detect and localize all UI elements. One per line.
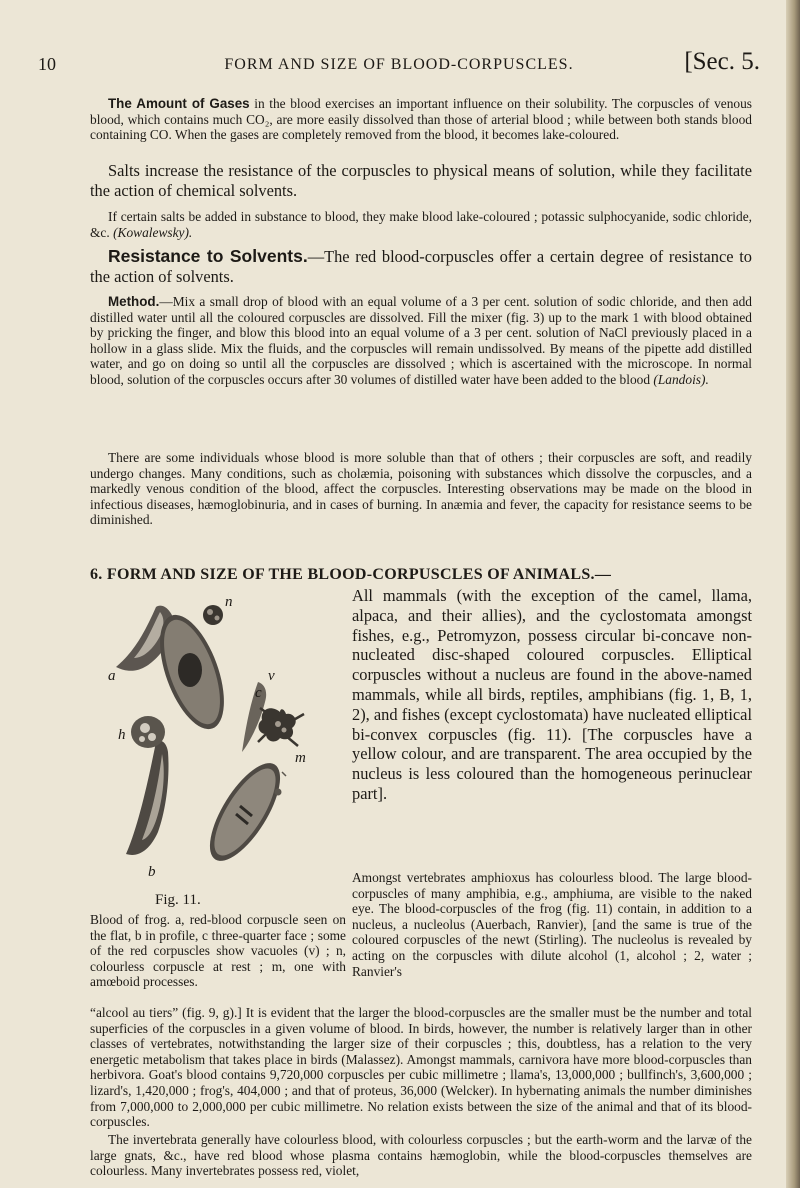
label-h: h bbox=[118, 727, 126, 743]
section-paragraph-1: All mammals (with the exception of the camel, llama, alpaca, and their allies), and the cyclostomata amongst fishes, e.g., Petromyzon, possess circular bi-concave non-nucleated disc-shaped coloured corpuscles. Elliptical corpuscles without a nucleus are found in the above-named mammals, while all birds, reptiles, amphibians (fig. 1, B, 1, 2), and fishes (except cyclostomata) have nucleated elliptical bi-convex corpuscles (fig. 11). [The corpuscles have a yellow colour, and are transparent. The area occupied by the nucleus is less coloured than the homogeneous perinuclear part]. bbox=[352, 586, 752, 803]
resistance-paragraph bbox=[90, 247, 752, 287]
resistance-text: —The red blood-corpuscles offer a certain degree of resistance to the action of solvents. bbox=[90, 247, 752, 286]
continuation-paragraph: “alcool au tiers” (fig. 9, g).] It is evident that the larger the blood-corpuscles are the smaller must be the number and total superficies of the corpuscles in a given volume of blood. In birds, however, the number is relatively larger than in other classes of vertebrates, notwithstanding the larger size of their corpuscles ; this, doubtless, has a relation to the very energetic metabolism that takes place in birds (Malassez). Amongst mammals, carnivora have more blood-corpuscles than herbivora. Goat's blood contains 9,720,000 corpuscles per cubic millimetre ; llama's, 13,000,000 ; bullfinch's, 3,600,000 ; lizard's, 1,420,000 ; frog's, 404,000 ; and that of proteus, 36,000 (Welcker). In hybernating animals the number diminishes from 7,000,000 to 2,000,000 per cubic millimetre. No relation exists between the size of the animal and that of its blood-corpuscles. bbox=[90, 1005, 752, 1130]
method-note: There are some individuals whose blood is more soluble than that of others ; their corpuscles are soft, and readily undergo changes. Many conditions, such as cholæmia, poisoning with substances which dissolve the corpuscles, and a markedly venous condition of the blood, affect the corpuscles. Interesting observations may be made on the blood in infectious diseases, hæmoglobinuria, and in cases of burning. In anæmia and fever, the capacity for resistance seems to be diminished. bbox=[90, 450, 752, 528]
salts-note-text: If certain salts be added in substance to blood, they make blood lake-coloured ; potassic sulphocyanide, sodic chloride, &c. bbox=[90, 209, 752, 240]
corpuscle-c-threequarter bbox=[126, 741, 169, 880]
label-n: n bbox=[225, 594, 233, 610]
corpuscle-large-right bbox=[197, 753, 294, 871]
figure-caption: Blood of frog. a, red-blood corpuscle seen on the flat, b in profile, c three-quarter face ; some of the red corpuscles show vacuoles (v) ; n, colourless corpuscle at rest ; m, one with amœboid processes. bbox=[90, 912, 346, 990]
section-heading: 6. FORM AND SIZE OF THE BLOOD-CORPUSCLES OF ANIMALS.— bbox=[90, 566, 612, 583]
running-title: FORM AND SIZE OF BLOOD-CORPUSCLES. bbox=[224, 56, 574, 73]
label-m: m bbox=[295, 750, 306, 766]
salts-note-cite: (Kowalewsky). bbox=[113, 224, 193, 240]
figure-11 bbox=[90, 592, 345, 892]
section-marker: [Sec. 5. bbox=[684, 48, 760, 75]
invertebrata-paragraph: The invertebrata generally have colourless blood, with colourless corpuscles ; but the earth-worm and the larvæ of the large gnats, &c., have red blood whose plasma contains hæmoglobin, while the blood-corpuscles themselves are colourless. Many invertebrates possess red, violet, bbox=[90, 1132, 752, 1179]
figure-illustration bbox=[90, 592, 345, 892]
label-a: a bbox=[108, 668, 116, 684]
method-lead: Method. bbox=[108, 294, 160, 309]
gases-lead: The Amount of Gases bbox=[108, 96, 250, 111]
section-paragraph-2: Amongst vertebrates amphioxus has colourless blood. The large blood-corpuscles of many amphibia, e.g., amphiuma, are visible to the naked eye. The blood-corpuscles of the frog (fig. 11) contain, in addition to a nucleus, a nucleolus (Auerbach, Ranvier), [and the same is true of the coloured corpuscles of the newt (Stirling). The nucleolus is revealed by acting on the corpuscles with dilute alcohol (1, alcohol ; 2, water ; Ranvier's bbox=[352, 870, 752, 979]
method-text: —Mix a small drop of blood with an equal volume of a 3 per cent. solution of sodic chloride, and then add distilled water until all the coloured corpuscles are dissolved. Fill the mixer (fig. 3) up to the mark 1 with blood obtained by pricking the finger, and blow this blood into an equal volume of a 3 per cent. solution of NaCl previously placed in a hollow in a glass slide. Mix the fluids, and the corpuscles will remain undissolved. By means of the pipette add distilled water, and go on doing so until all the corpuscles are dissolved ; which is ascertained with the microscope. In normal blood, solution of the corpuscles occurs after 30 volumes of distilled water have been added to the blood bbox=[90, 294, 752, 387]
nucleated-cell-n bbox=[203, 594, 233, 625]
gases-paragraph bbox=[90, 96, 752, 143]
page-header bbox=[38, 48, 760, 80]
amoeboid-cell-m bbox=[258, 708, 306, 766]
colourless-cell-h bbox=[118, 716, 165, 748]
figure-number: Fig. 11. bbox=[155, 892, 201, 908]
page-number: 10 bbox=[38, 54, 56, 74]
page-edge bbox=[786, 0, 800, 1188]
label-c: c bbox=[255, 685, 262, 701]
gases-text: in the blood exercises an important influence on their solubility. The corpuscles of venous blood, which contains much CO₂, are more easily dissolved than those of arterial blood ; while between both stands blood containing CO. When the gases are completely removed from the blood, it becomes lake-coloured. bbox=[90, 96, 753, 143]
method-paragraph bbox=[90, 294, 752, 388]
label-v: v bbox=[268, 668, 275, 684]
resistance-lead: Resistance to Solvents. bbox=[108, 246, 308, 266]
salts-note bbox=[90, 209, 752, 240]
label-b: b bbox=[148, 864, 156, 880]
method-cite: (Landois). bbox=[653, 371, 709, 387]
salts-paragraph: Salts increase the resistance of the corpuscles to physical means of solution, while they facilitate the action of chemical solvents. bbox=[90, 161, 752, 200]
